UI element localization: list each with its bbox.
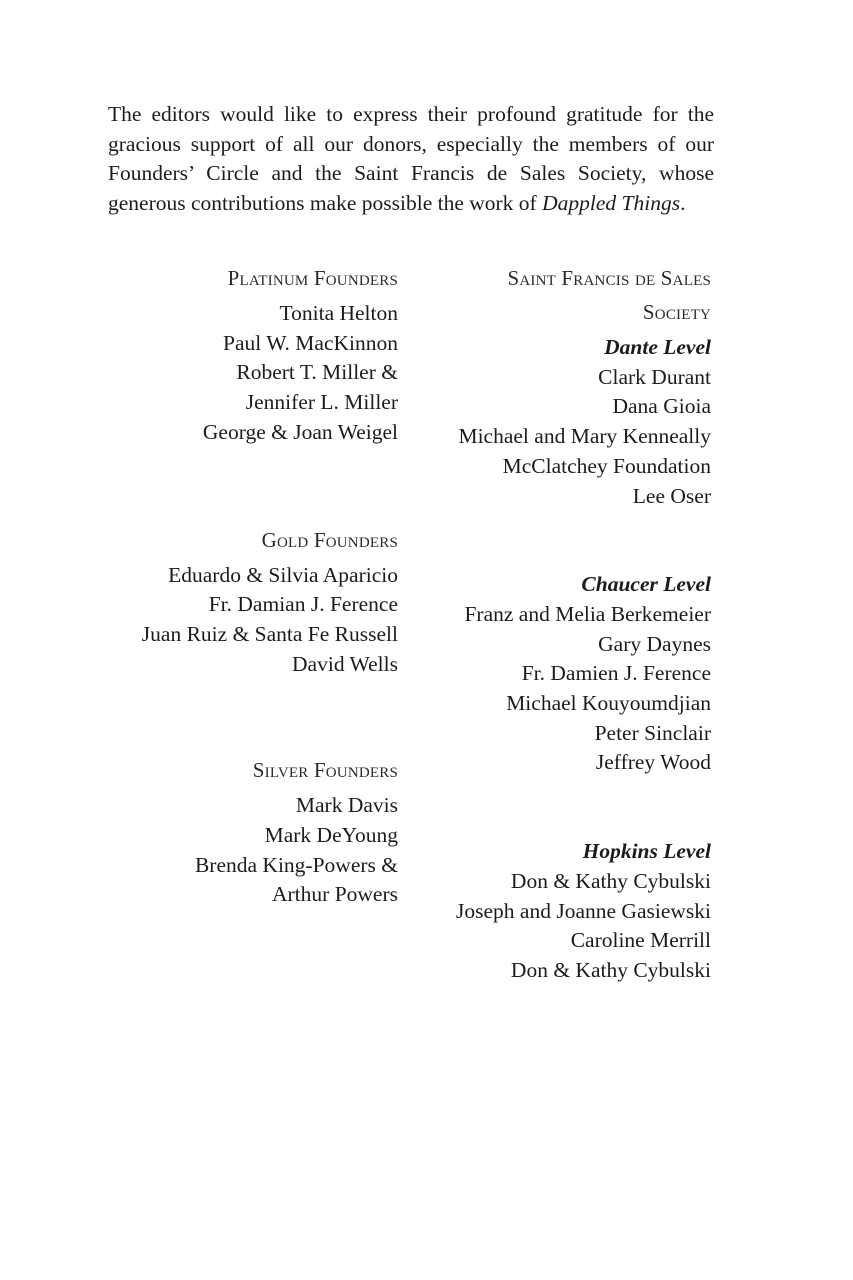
donor-name: Eduardo & Silvia Aparicio: [168, 562, 398, 587]
donor-name: Peter Sinclair: [594, 720, 711, 745]
gold-founders-heading: Gold Founders: [261, 527, 398, 552]
chaucer-level-group: [291, 570, 711, 778]
donor-name: Michael Kouyoumdjian: [506, 691, 711, 716]
donor-name: McClatchey Foundation: [502, 453, 711, 478]
society-heading-line1: Saint Francis de Sales: [507, 266, 711, 290]
society-column: [291, 263, 711, 986]
donor-name: Mark Davis: [295, 793, 398, 818]
donor-name: Don & Kathy Cybulski: [510, 957, 711, 982]
intro-end: .: [680, 190, 686, 215]
silver-founders-heading: Silver Founders: [252, 758, 398, 783]
donor-name: Jeffrey Wood: [595, 750, 711, 775]
donor-name: Jennifer L. Miller: [245, 390, 398, 415]
donor-name: Caroline Merrill: [570, 928, 711, 953]
journal-title: Dappled Things: [542, 190, 681, 215]
hopkins-level-label: Hopkins Level: [582, 839, 711, 864]
donor-name: Joseph and Joanne Gasiewski: [456, 898, 711, 923]
donor-name: Paul W. MacKinnon: [223, 330, 398, 355]
donor-name: Clark Durant: [598, 364, 711, 389]
donor-name: Arthur Powers: [272, 882, 398, 907]
donor-name: Lee Oser: [632, 483, 711, 508]
platinum-founders-heading: Platinum Founders: [227, 266, 398, 290]
intro-text: The editors would like to express their profound gratitude for the gracious support of all our donors, especially the members of our Founders’ Circle and the Saint Francis de Sales Society, whose generous contributions make possible the work of: [108, 102, 714, 215]
donor-name: Robert T. Miller &: [236, 360, 398, 385]
donor-name: Brenda King-Powers &: [194, 852, 398, 877]
donor-name: George & Joan Weigel: [202, 419, 398, 444]
donor-name: Franz and Melia Berkemeier: [464, 601, 711, 626]
donor-name: Mark DeYoung: [264, 823, 398, 848]
donor-name: Fr. Damian J. Ference: [208, 592, 398, 617]
donor-name: Tonita Helton: [279, 301, 398, 325]
hopkins-level-group: [291, 837, 711, 986]
donor-name: Michael and Mary Kenneally: [458, 424, 711, 449]
donor-name: David Wells: [292, 651, 398, 676]
dante-level-group: [291, 333, 711, 511]
donor-name: Fr. Damien J. Ference: [521, 661, 711, 686]
society-heading-line2: Society: [642, 300, 711, 324]
donor-name: Juan Ruiz & Santa Fe Russell: [141, 621, 398, 646]
donor-name: Don & Kathy Cybulski: [510, 868, 711, 893]
dante-level-label: Dante Level: [604, 335, 711, 359]
intro-paragraph: [108, 100, 714, 218]
donor-name: Gary Daynes: [598, 631, 711, 656]
donor-name: Dana Gioia: [612, 394, 711, 419]
chaucer-level-label: Chaucer Level: [581, 572, 711, 597]
